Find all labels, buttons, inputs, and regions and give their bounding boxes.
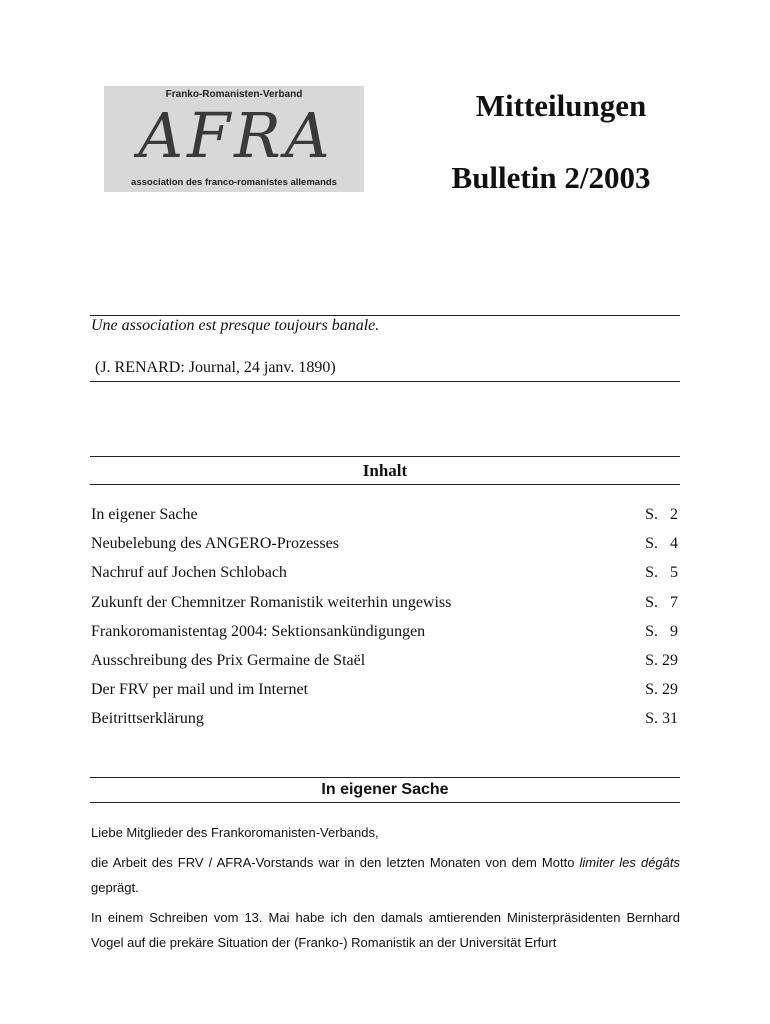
divider [90, 315, 680, 316]
toc-item[interactable] [91, 506, 680, 530]
epigraph-quote: Une association est presque toujours banale. [91, 317, 380, 334]
toc-item-title: Beitrittserklärung [91, 710, 204, 727]
toc-item-title: Nachruf auf Jochen Schlobach [91, 564, 287, 581]
toc-item-page: S. 29 [645, 681, 678, 698]
divider [90, 777, 680, 778]
bulletin-number: Bulletin 2/2003 [451, 160, 651, 195]
toc-item-page: S. 9 [645, 623, 678, 640]
toc-item-page: S. 29 [645, 652, 678, 669]
paragraph-1-end: geprägt. [91, 880, 139, 895]
toc-item[interactable] [91, 564, 680, 588]
toc-item-page: S. 4 [645, 535, 678, 552]
toc-item-page: S. 7 [645, 594, 678, 611]
paragraph-1 [91, 850, 680, 900]
divider [90, 484, 680, 485]
toc-item[interactable] [91, 594, 680, 618]
paragraph-2: In einem Schreiben vom 13. Mai habe ich den damals amtierenden Ministerpräsidenten Bernhard Vogel auf die prekäre Situation der (Franko-) Romanistik an der Universität Erfurt [91, 910, 680, 950]
toc-item-page: S. 2 [645, 506, 678, 523]
salutation: Liebe Mitglieder des Frankoromanisten-Verbands, [91, 825, 379, 840]
toc-item[interactable] [91, 623, 680, 647]
epigraph-source: (J. RENARD: Journal, 24 janv. 1890) [95, 359, 336, 376]
toc-item-title: Ausschreibung des Prix Germaine de Staël [91, 652, 366, 669]
logo-mark: AFRA [138, 99, 334, 172]
toc-item-page: S. 5 [645, 564, 678, 581]
toc-item-title: Frankoromanistentag 2004: Sektionsankündigungen [91, 623, 426, 640]
paragraph-1-start: die Arbeit des FRV / AFRA-Vorstands war in den letzten Monaten von dem Motto [91, 855, 580, 870]
afra-logo [104, 86, 364, 192]
toc-item[interactable] [91, 535, 680, 559]
toc-item-title: In eigener Sache [91, 506, 198, 523]
page-title: Mitteilungen [475, 88, 647, 123]
toc-item[interactable] [91, 681, 680, 705]
toc-item-title: Neubelebung des ANGERO-Prozesses [91, 535, 339, 552]
section-heading: In eigener Sache [321, 781, 449, 798]
logo-top-text: Franko-Romanisten-Verband [165, 89, 303, 100]
divider [90, 456, 680, 457]
divider [90, 802, 680, 803]
divider [90, 381, 680, 382]
paragraph-1-motto: limiter les dégâts [579, 855, 681, 870]
toc-item-title: Zukunft der Chemnitzer Romanistik weiterhin ungewiss [91, 594, 452, 611]
toc-item[interactable] [91, 710, 680, 734]
toc-item-title: Der FRV per mail und im Internet [91, 681, 309, 698]
toc-heading: Inhalt [362, 461, 408, 480]
toc-item-page: S. 31 [645, 710, 678, 727]
logo-bottom-text: association des franco-romanistes allemands [131, 177, 337, 188]
toc-item[interactable] [91, 652, 680, 676]
